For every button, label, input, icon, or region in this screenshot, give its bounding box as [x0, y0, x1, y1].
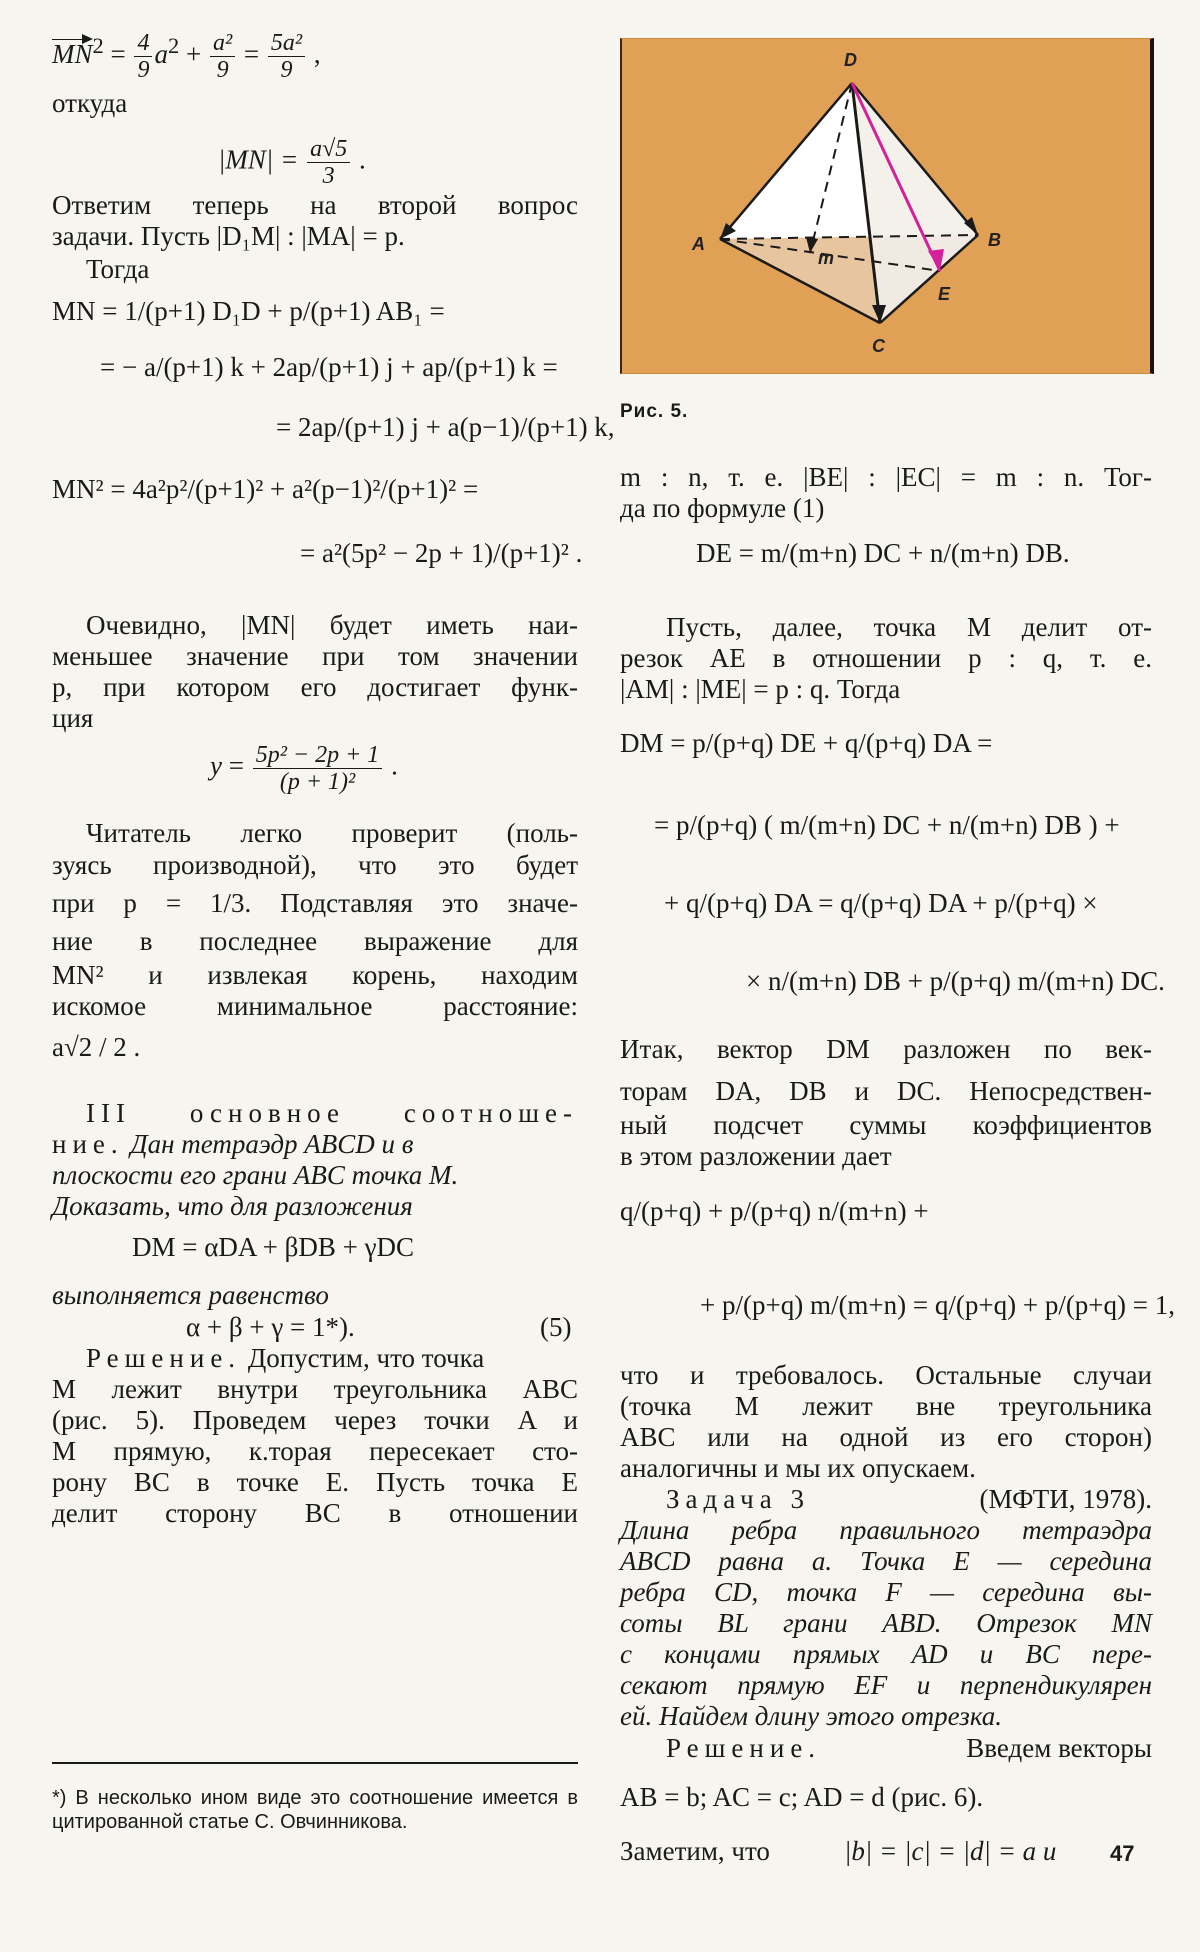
equation-alpha-beta-gamma: α + β + γ = 1*). [186, 1312, 355, 1342]
page-number: 47 [1110, 1841, 1135, 1866]
word-whence: откуда [52, 88, 128, 118]
equation-block-line-4: MN² = 4a²p²/(p+1)² + a²(p−1)²/(p+1)² = [52, 474, 479, 504]
task-3-line-7: секают прямую EF и перпендикулярен [620, 1670, 1152, 1700]
equation-vectors-bcd: AB = b; AC = c; AD = d (рис. 6). [620, 1782, 984, 1812]
equation-sum-line-2: + p/(p+q) m/(m+n) = q/(p+q) + p/(p+q) = 1, [700, 1290, 1176, 1320]
r-paragraph-4-line-4: аналогичны и мы их опускаем. [620, 1453, 976, 1483]
equation-number-5: (5) [540, 1312, 572, 1342]
tetrahedron-drawing [622, 39, 1150, 373]
paragraph-3-line-6: искомое минимальное расстояние: [52, 991, 578, 1021]
solution-line-1: Решение. Допустим, что точка [86, 1343, 485, 1373]
r-paragraph-2-line-3: |AM| : |ME| = p : q. Тогда [620, 674, 901, 704]
paragraph-1-line-2: задачи. Пусть |D₁M| : |MA| = p. [52, 221, 405, 251]
equation-dm-line-1: DM = p/(p+q) DE + q/(p+q) DA = [620, 728, 993, 758]
section-3-title: III основное соотноше- [86, 1098, 578, 1128]
last-line-left: Заметим, что [620, 1836, 770, 1866]
footnote: *) В несколько ином виде это соотношение имеется в цитированной статье С. Овчинникова. [52, 1787, 578, 1833]
paragraph-2-line-2: меньшее значение при том значении [52, 641, 578, 671]
paragraph-1-line-1: Ответим теперь на второй вопрос [52, 190, 578, 220]
r-paragraph-3-line-3: ный подсчет суммы коэффициентов [620, 1110, 1152, 1140]
equation-y: y = $\frac{\text{5p² − 2p + 1}}{\text{(p + 1)²}}$ . [210, 742, 398, 795]
r-paragraph-3-line-2: торам DA, DB и DC. Непосредствен- [620, 1076, 1152, 1106]
r-paragraph-1-line-1: m : n, т. е. |BE| : |EC| = m : n. Тог- [620, 462, 1152, 492]
equation-block-line-1: MN = 1/(p+1) D₁D + p/(p+1) AB₁ = [52, 296, 445, 326]
section-3-line-2: ние. Дан тетраэдр ABCD и в [52, 1129, 414, 1159]
equation-dm-line-4: × n/(m+n) DB + p/(p+q) m/(m+n) DC. [746, 966, 1165, 996]
r-paragraph-2-line-2: резок AE в отношении p : q, т. е. [620, 643, 1152, 673]
solution-line-2: M лежит внутри треугольника ABC [52, 1374, 578, 1404]
paragraph-3-line-4: ние в последнее выражение для [52, 926, 578, 956]
r-paragraph-3-line-4: в этом разложении дает [620, 1141, 892, 1171]
paragraph-3-line-2: зуясь производной), что это будет [52, 850, 578, 880]
label-d: D [844, 50, 857, 70]
label-a: A [692, 234, 705, 254]
paragraph-2-line-1: Очевидно, |MN| будет иметь наи- [86, 610, 578, 640]
r-paragraph-3-line-1: Итак, вектор DM разложен по век- [620, 1034, 1152, 1064]
equation-sum-line-1: q/(p+q) + p/(p+q) n/(m+n) + [620, 1196, 929, 1226]
solution-line-5: рону BC в точке E. Пусть точка E [52, 1467, 578, 1497]
paragraph-3-line-3: при p = 1/3. Подставляя это значе- [52, 888, 578, 918]
equation-mn-abs: |MN| = $\frac{a√5}{3}$ . [218, 136, 366, 189]
task-3-line-2: Длина ребра правильного тетраэдра [620, 1515, 1152, 1545]
paragraph-2-line-4: ция [52, 703, 94, 733]
equation-de: DE = m/(m+n) DC + n/(m+n) DB. [696, 538, 1070, 568]
result-a-sqrt2: a√2 / 2 . [52, 1032, 141, 1062]
r-paragraph-2-line-1: Пусть, далее, точка M делит от- [666, 612, 1152, 642]
last-line-equation: |b| = |c| = |d| = a и [844, 1836, 1057, 1866]
solution-line-4: M прямую, к.торая пересекает сто- [52, 1436, 578, 1466]
equation-dm-decomposition: DM = αDA + βDB + γDC [132, 1232, 415, 1262]
paragraph-3-line-5: MN² и извлекая корень, находим [52, 960, 578, 990]
equation-block-line-2: = − a/(p+1) k + 2ap/(p+1) j + ap/(p+1) k = [100, 352, 558, 382]
solution-2-line-1: Решение. Введем векторы [666, 1733, 1152, 1763]
word-then: Тогда [86, 254, 150, 284]
task-3-heading: Задача 3 (МФТИ, 1978). [666, 1484, 1152, 1514]
solution-line-6: делит сторону BC в отношении [52, 1498, 578, 1528]
task-3-line-6: с концами прямых AD и BC пере- [620, 1639, 1152, 1669]
label-c: C [872, 336, 885, 356]
paragraph-3-line-1: Читатель легко проверит (поль- [86, 818, 578, 848]
section-3-line-3: плоскости его грани ABC точка M. [52, 1160, 459, 1190]
equation-block-line-5: = a²(5p² − 2p + 1)/(p+1)² . [300, 538, 583, 568]
section-3-line-5: выполняется равенство [52, 1280, 329, 1310]
tetrahedron-figure [620, 38, 1154, 374]
solution-line-3: (рис. 5). Проведем через точки A и [52, 1405, 578, 1435]
equation-dm-line-2: = p/(p+q) ( m/(m+n) DC + n/(m+n) DB ) + [654, 810, 1120, 840]
equation-mn-squared: $MN^2$ = $\frac{4}{9}$ $a^2$ + $\frac{\text{a²}}{9}$ = $\frac{\text{5a²}}{9}$ , [52, 30, 321, 84]
paragraph-2-line-3: p, при котором его достигает функ- [52, 672, 578, 702]
r-paragraph-4-line-2: (точка M лежит вне треугольника [620, 1391, 1152, 1421]
task-3-line-8: ей. Найдем длину этого отрезка. [620, 1701, 1003, 1731]
r-paragraph-4-line-3: ABC или на одной из его сторон) [620, 1422, 1152, 1452]
label-e: E [938, 284, 951, 304]
equation-dm-line-3: + q/(p+q) DA = q/(p+q) DA + p/(p+q) × [664, 888, 1098, 918]
task-3-line-4: ребра CD, точка F — середина вы- [620, 1577, 1152, 1607]
r-paragraph-4-line-1: что и требовалось. Остальные случаи [620, 1360, 1152, 1390]
label-b: B [988, 230, 1001, 250]
section-3-line-4: Доказать, что для разложения [52, 1191, 413, 1221]
task-3-line-3: ABCD равна a. Точка E — середина [620, 1546, 1152, 1576]
r-paragraph-1-line-2: да по формуле (1) [620, 493, 825, 523]
task-3-line-5: соты BL грани ABD. Отрезок MN [620, 1608, 1152, 1638]
footnote-divider [52, 1762, 578, 1764]
label-m: m [818, 248, 835, 268]
equation-block-line-3: = 2ap/(p+1) j + a(p−1)/(p+1) k, [276, 412, 615, 442]
figure-caption: Рис. 5. [620, 401, 689, 422]
